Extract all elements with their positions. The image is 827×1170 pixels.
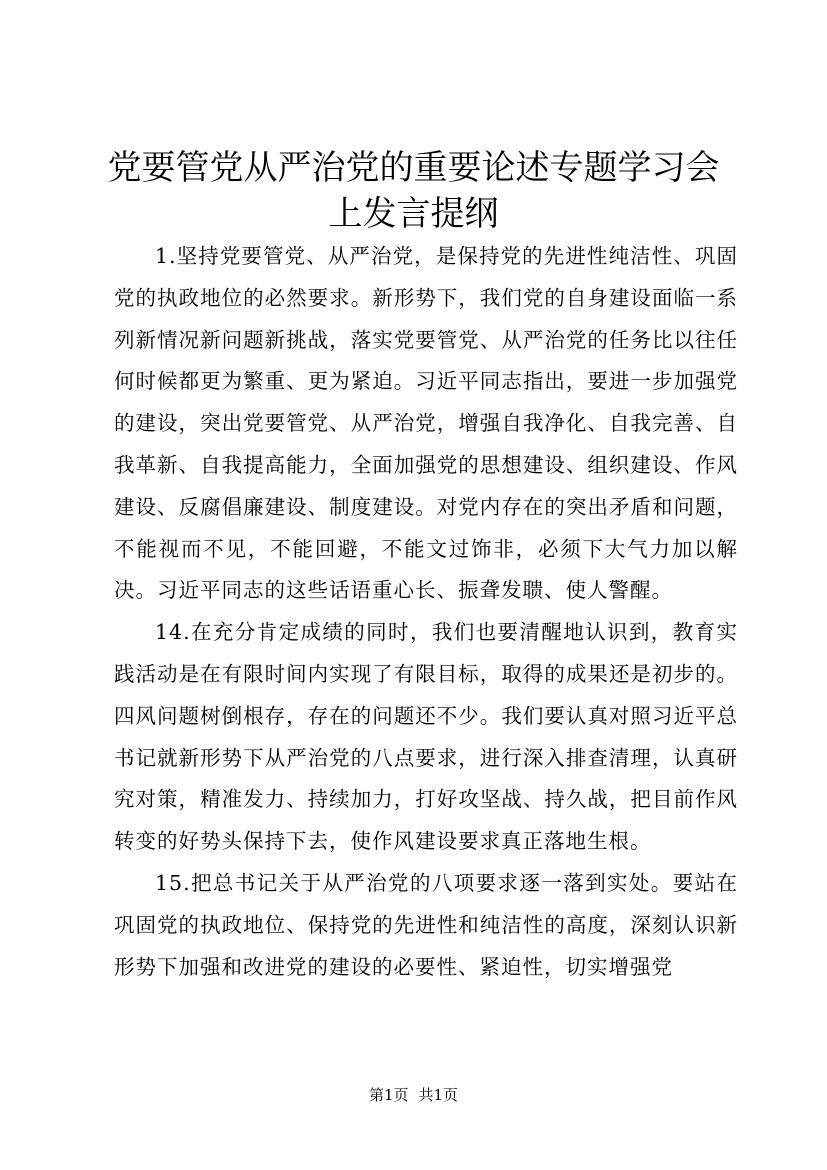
page-number: 第1页 <box>368 1086 409 1104</box>
paragraph-1: 1.坚持党要管党、从严治党，是保持党的先进性纯洁性、巩固党的执政地位的必然要求。新形势下，我们党的自身建设面临一系列新情况新问题新挑战，落实党要管党、从严治党的任务比以往任何时候都更为繁重、更为紧迫。习近平同志指出，要进一步加强党的建设，突出党要管党、从严治党，增强自我净化、自我完善、自我革新、自我提高能力，全面加强党的思想建设、组织建设、作风建设、反腐倡廉建设、制度建设。对党内存在的突出矛盾和问题，不能视而不见，不能回避，不能文过饰非，必须下大气力加以解决。习近平同志的这些话语重心长、振聋发聩、使人警醒。 <box>114 244 738 603</box>
paragraph-14: 14.在充分肯定成绩的同时，我们也要清醒地认识到，教育实践活动是在有限时间内实现了有限目标，取得的成果还是初步的。四风问题树倒根存，存在的问题还不少。我们要认真对照习近平总书记就新形势下从严治党的八点要求，进行深入排查清理，认真研究对策，精准发力、持续加力，打好攻坚战、持久战，把目前作风转变的好势头保持下去，使作风建设要求真正落地生根。 <box>114 620 738 854</box>
paragraph-15: 15.把总书记关于从严治党的八项要求逐一落到实处。要站在巩固党的执政地位、保持党的先进性和纯洁性的高度，深刻认识新形势下加强和改进党的建设的必要性、紧迫性，切实增强党 <box>114 870 738 979</box>
document-title: 党要管党从严治党的重要论述专题学习会上发言提纲 <box>107 148 720 234</box>
document-body <box>114 236 738 988</box>
page-total: 共1页 <box>418 1086 459 1104</box>
page-footer <box>0 1085 827 1105</box>
